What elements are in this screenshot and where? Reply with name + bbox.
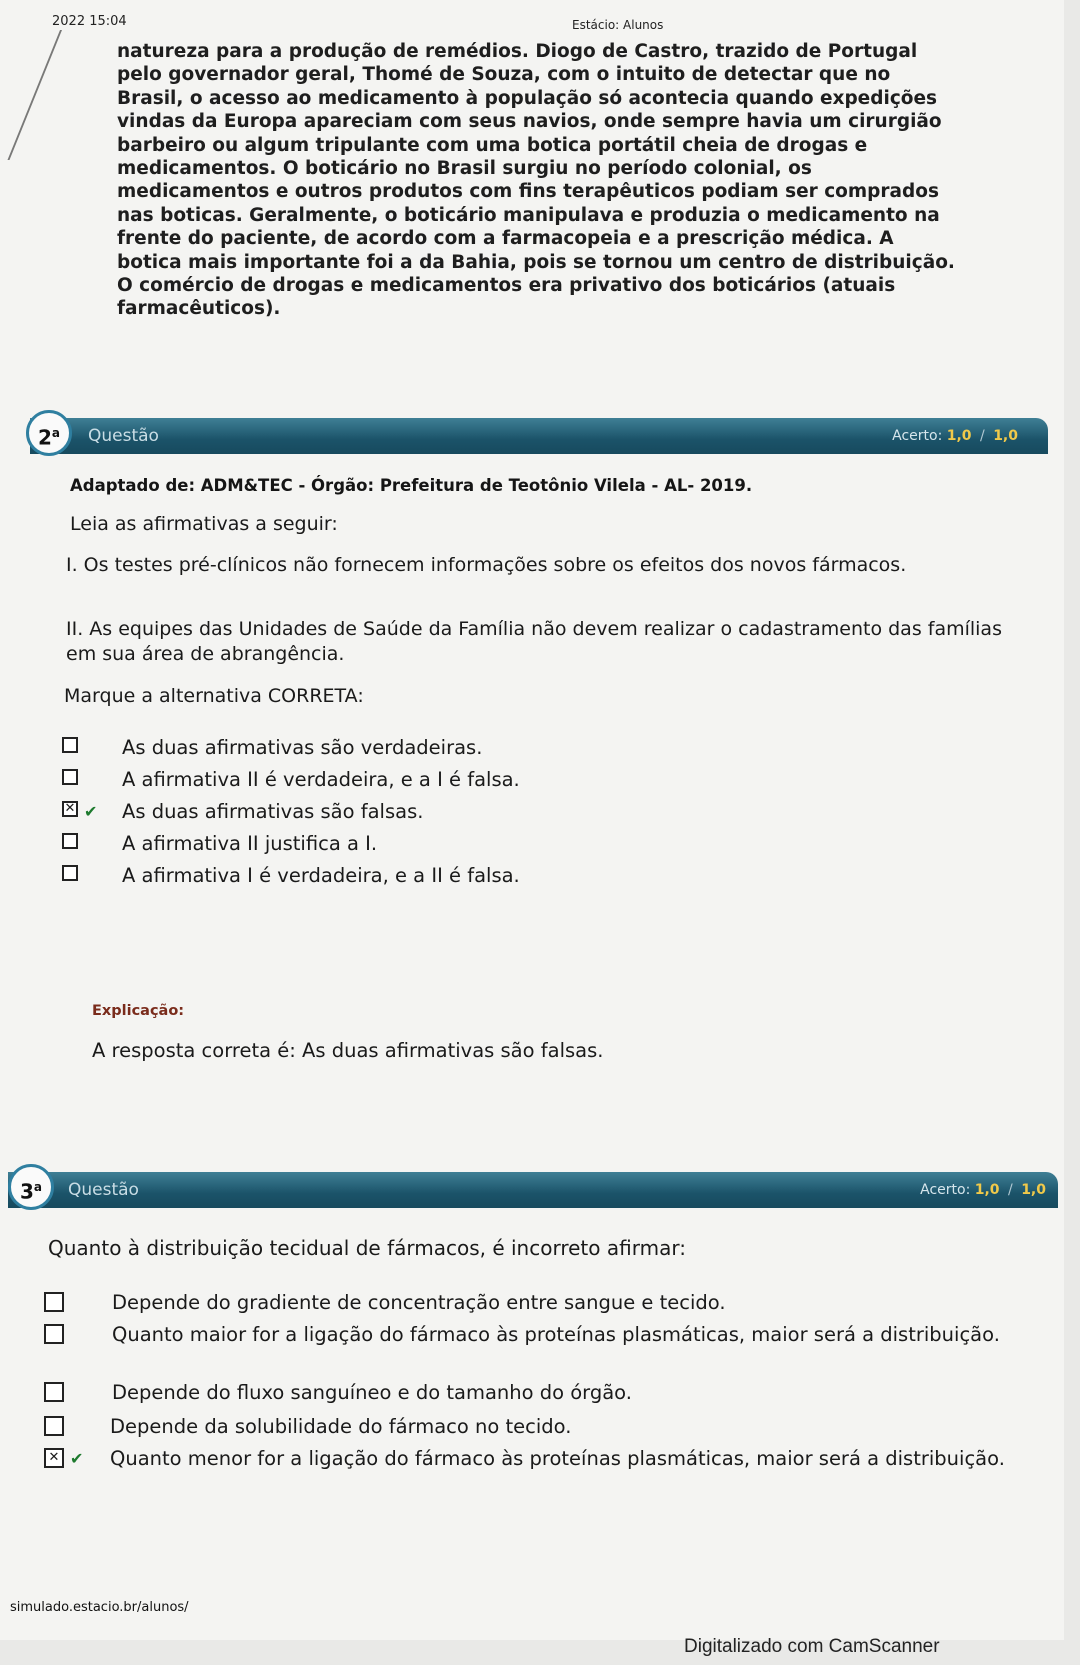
option-text: A afirmativa I é verdadeira, e a II é falsa.: [122, 864, 520, 887]
question-2-score-max: 1,0: [993, 428, 1018, 444]
question-2-source: Adaptado de: ADM&TEC - Órgão: Prefeitura de Teotônio Vilela - AL- 2019.: [70, 476, 753, 495]
checkbox[interactable]: [44, 1324, 64, 1344]
page-edge-shadow: [0, 30, 62, 160]
question-2-header: [30, 418, 1048, 454]
correct-check-icon: ✔: [70, 1449, 84, 1468]
question-3-ordinal: a: [33, 1180, 43, 1194]
question-3-option-4[interactable]: [44, 1414, 1044, 1446]
option-text: Depende do fluxo sanguíneo e do tamanho do órgão.: [112, 1381, 632, 1404]
option-text: As duas afirmativas são falsas.: [122, 800, 424, 823]
checkbox[interactable]: [62, 737, 78, 753]
question-2-option-4[interactable]: [62, 831, 962, 863]
print-site-title: Estácio: Alunos: [572, 18, 664, 32]
question-2-option-3-selected[interactable]: [62, 799, 962, 831]
print-datetime: 2022 15:04: [52, 14, 127, 29]
question-2-explanation-label: Explicação:: [92, 1003, 185, 1019]
question-3-score-value: 1,0: [974, 1182, 1000, 1198]
question-3-option-5-selected[interactable]: [44, 1446, 1044, 1504]
option-text: Quanto maior for a ligação do fármaco às proteínas plasmáticas, maior será a distribuição.: [112, 1323, 1000, 1346]
question-2-score: [892, 428, 1018, 444]
correct-check-icon: ✔: [84, 802, 98, 821]
option-text: Quanto menor for a ligação do fármaco às proteínas plasmáticas, maior será a distribuição.: [110, 1447, 1005, 1470]
checkbox[interactable]: [62, 865, 78, 881]
question-2-score-label: Acerto:: [892, 428, 943, 444]
question-3-option-1[interactable]: [44, 1290, 1044, 1322]
question-2-option-5[interactable]: [62, 863, 962, 895]
question-3-option-2[interactable]: [44, 1322, 1044, 1380]
question-2-explanation-text: A resposta correta é: As duas afirmativas são falsas.: [92, 1039, 604, 1062]
question-2-label: Questão: [88, 426, 159, 446]
question-2-statement-2: II. As equipes das Unidades de Saúde da Família não devem realizar o cadastramento das famílias em sua área de abrangência.: [66, 618, 1002, 665]
question-3-label: Questão: [68, 1180, 139, 1200]
option-text: A afirmativa II justifica a I.: [122, 832, 378, 855]
print-header: [52, 14, 1044, 34]
question-2-score-value: 1,0: [946, 428, 972, 444]
question-3-number: 3: [19, 1179, 34, 1204]
question-3-score-separator: /: [1008, 1182, 1013, 1198]
option-text: A afirmativa II é verdadeira, e a I é falsa.: [122, 768, 520, 791]
question-3-score-max: 1,0: [1021, 1182, 1046, 1198]
checkbox-checked[interactable]: ✕: [62, 801, 78, 817]
question-2-statement-1: I. Os testes pré-clínicos não fornecem informações sobre os efeitos dos novos fármacos.: [66, 554, 907, 576]
checkbox[interactable]: [44, 1382, 64, 1402]
question-2-instruction: Marque a alternativa CORRETA:: [64, 685, 364, 707]
checkbox[interactable]: [62, 833, 78, 849]
footer-url[interactable]: simulado.estacio.br/alunos/: [10, 1600, 189, 1615]
option-text: As duas afirmativas são verdadeiras.: [122, 736, 483, 759]
checkbox[interactable]: [62, 769, 78, 785]
question-2-option-1[interactable]: [62, 735, 962, 767]
question-2-number: 2: [37, 425, 52, 450]
option-text: Depende da solubilidade do fármaco no tecido.: [110, 1415, 572, 1438]
checkbox-checked[interactable]: ✕: [44, 1448, 64, 1468]
camscanner-watermark: Digitalizado com CamScanner: [684, 1636, 940, 1657]
question-3-number-badge: [8, 1164, 54, 1210]
question-2-prompt: Leia as afirmativas a seguir:: [70, 513, 338, 535]
question-3-header: [8, 1172, 1058, 1208]
question-3-options: [44, 1290, 1044, 1504]
question-2-score-separator: /: [980, 428, 985, 444]
intro-paragraph: natureza para a produção de remédios. Diogo de Castro, trazido de Portugal pelo governador geral, Thomé de Souza, com o intuito de detectar que no Brasil, o acesso ao medicamento à população só acontecia quando expedições vindas da Europa apareciam com seus navios, onde sempre havia um cirurgião barbeiro ou algum tripulante com uma botica portátil cheia de drogas e medicamentos. O boticário no Brasil surgiu no período colonial, os medicamentos e outros produtos com fins terapêuticos podiam ser comprados nas boticas. Geralmente, o boticário manipulava e produzia o medicamento na frente do paciente, de acordo com a farmacopeia e a prescrição médica. A botica mais importante foi a da Bahia, pois se tornou um centro de distribuição. O comércio de drogas e medicamentos era privativo dos boticários (atuais farmacêuticos).: [117, 41, 955, 320]
checkbox[interactable]: [44, 1292, 64, 1312]
question-3-score: [920, 1182, 1046, 1198]
question-2-option-2[interactable]: [62, 767, 962, 799]
question-2-options: [62, 735, 962, 895]
option-text: Depende do gradiente de concentração entre sangue e tecido.: [112, 1291, 726, 1314]
question-2-ordinal: a: [51, 426, 61, 440]
question-3-prompt: Quanto à distribuição tecidual de fármacos, é incorreto afirmar:: [48, 1236, 686, 1260]
question-2-number-badge: [26, 410, 72, 456]
checkbox[interactable]: [44, 1416, 64, 1436]
question-3-score-label: Acerto:: [920, 1182, 971, 1198]
question-3-option-3[interactable]: [44, 1380, 1044, 1414]
